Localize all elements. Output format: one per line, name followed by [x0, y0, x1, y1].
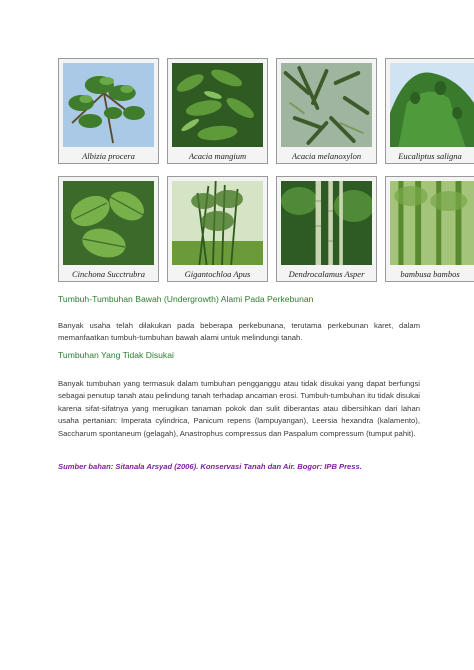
photo-caption: Albizia procera [82, 151, 135, 161]
source-citation: Sumber bahan: Sitanala Arsyad (2006). Konservasi Tanah dan Air. Bogor: IPB Press. [58, 462, 362, 471]
cinchona-photo-icon [63, 181, 154, 265]
photo-caption: Acacia mangium [188, 151, 247, 161]
photo-caption: Acacia melanoxylon [291, 151, 362, 161]
photo-row-2 [58, 176, 474, 282]
bambusa-photo-icon [390, 181, 474, 265]
photo-acacia-mangium [167, 58, 268, 164]
eucalyptus-photo-icon [390, 63, 474, 147]
section-body-undergrowth: Banyak usaha telah dilakukan pada beberapa perkebunana, terutama perkebunan karet, dalam memanfaatkan tumbuh-tumbuhan bawah alami untuk melindungi tanah. [58, 321, 420, 343]
photo-acacia-melanoxylon [276, 58, 377, 164]
section-heading-unwanted-plants: Tumbuhan Yang Tidak Disukai [58, 350, 174, 360]
photo-bambusa-bambos [385, 176, 474, 282]
photo-caption: Gigantochloa Apus [184, 269, 251, 279]
photo-dendrocalamus-asper [276, 176, 377, 282]
photo-gigantochloa-apus [167, 176, 268, 282]
photo-row-1 [58, 58, 474, 164]
photo-caption: Dendrocalamus Asper [288, 269, 365, 279]
photo-caption: Eucaliptus saligna [398, 151, 462, 161]
section-body-unwanted-plants: Banyak tumbuhan yang termasuk dalam tumbuhan pengganggu atau tidak disukai yang dapat berfungsi sebagai penutup tanah atau pelindung tanah terhadap ancaman erosi. Tumbuh-tumbuhan itu tidak disukai karena sifat-sifatnya yang merugikan tanaman pokok dan sulit diberantas atau dibersihkan dari lahan usaha pertanian: Imperata cylindrica, Panicum repens (lampuyangan), Leersia hexandra (kalamento), Saccharum spontaneum (gelagah), Anastrophus compressus dan Paspalum compressum (tumput pahit). [58, 379, 420, 438]
albizia-photo-icon [63, 63, 154, 147]
photo-cinchona-succtrubra [58, 176, 159, 282]
photo-albizia-procera [58, 58, 159, 164]
dendrocalamus-photo-icon [281, 181, 372, 265]
photo-caption: bambusa bambos [400, 269, 460, 279]
section-heading-undergrowth: Tumbuh-Tumbuhan Bawah (Undergrowth) Alami Pada Perkebunan [58, 294, 314, 304]
photo-eucaliptus-saligna [385, 58, 474, 164]
acacia-melanoxylon-photo-icon [281, 63, 372, 147]
photo-caption: Cinchona Succtrubra [72, 269, 145, 279]
acacia-mangium-photo-icon [172, 63, 263, 147]
gigantochloa-photo-icon [172, 181, 263, 265]
